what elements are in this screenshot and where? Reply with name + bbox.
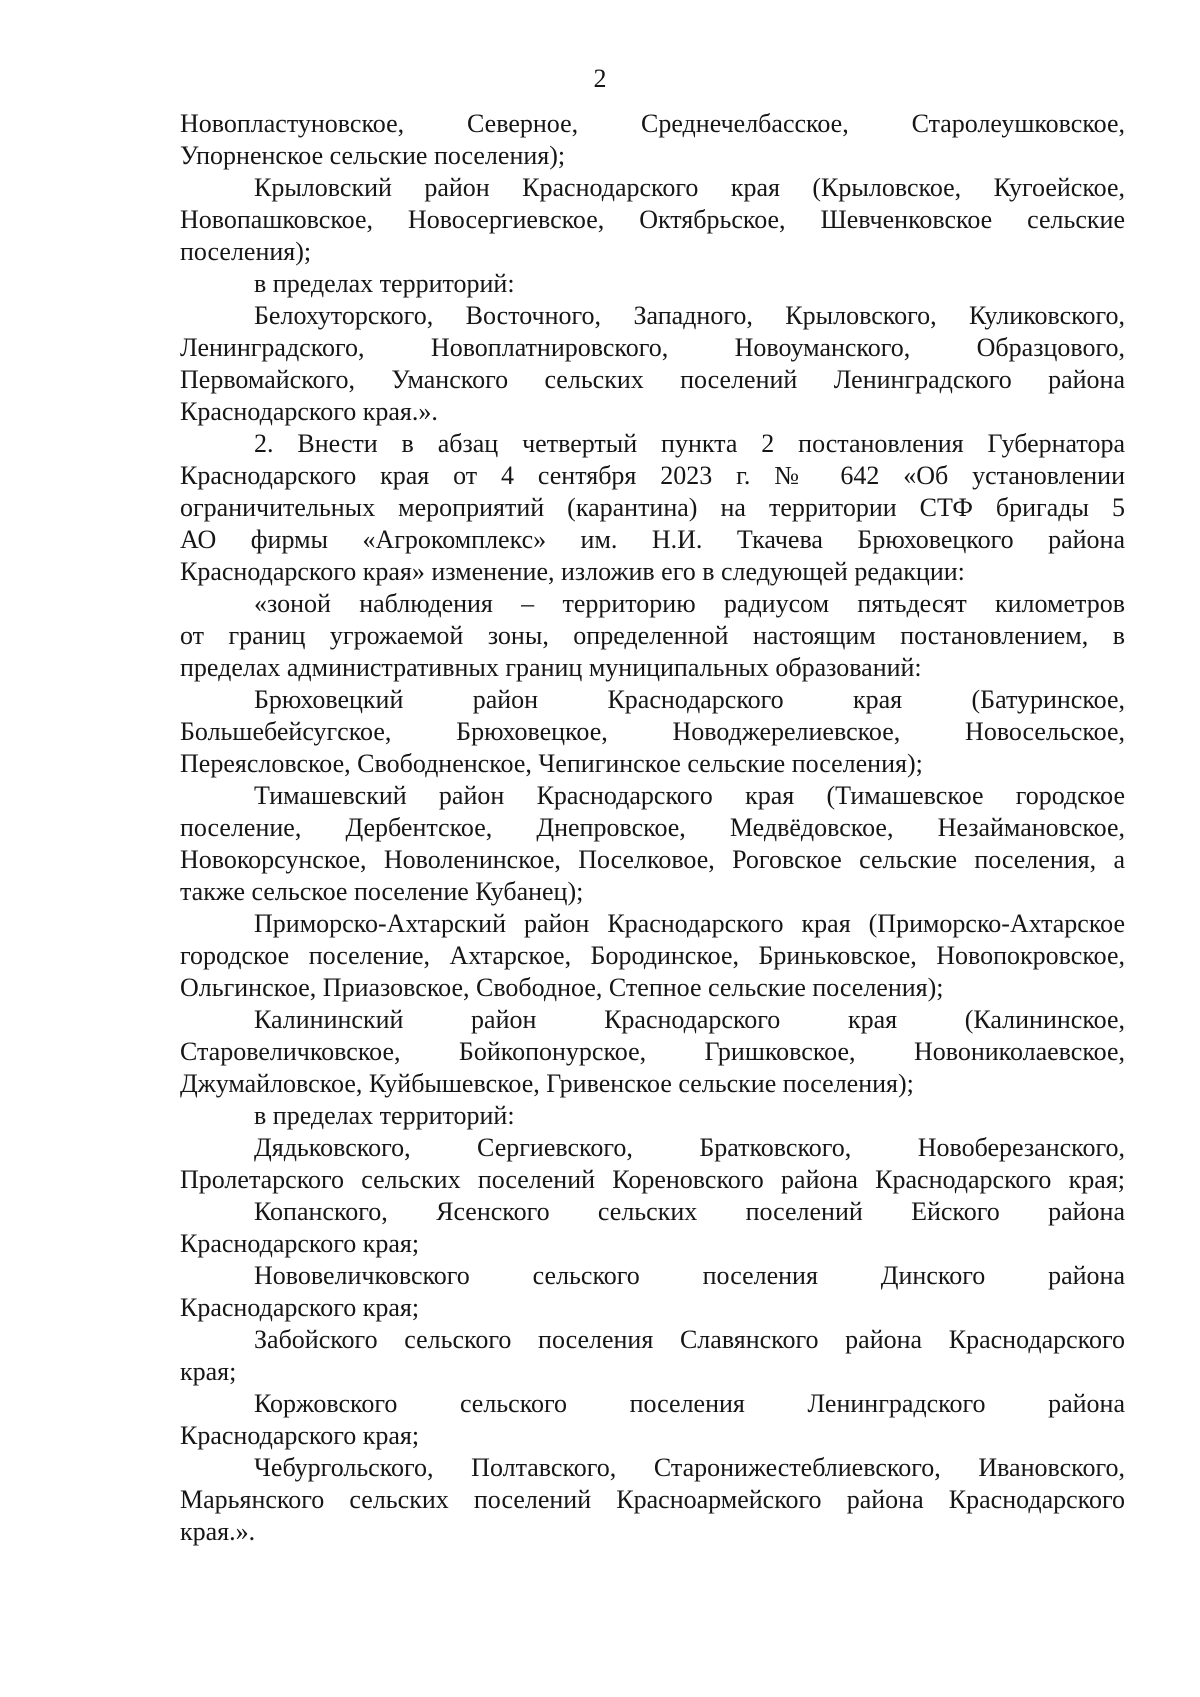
text-line: пределах административных границ муниципальных образований: [180, 653, 922, 682]
text-line: Краснодарского края; [180, 1421, 420, 1450]
text-line: Краснодарского края; [180, 1229, 420, 1258]
text-line: Калининский район Краснодарского края (Калининское, [254, 1005, 1125, 1034]
text-line: в пределах территорий: [254, 269, 515, 298]
text-line: поселения); [180, 237, 312, 266]
text-line: Забойского сельского поселения Славянского района Краснодарского [254, 1325, 1125, 1354]
text-line: от границ угрожаемой зоны, определенной настоящим постановлением, в [180, 621, 1125, 650]
text-line: Пролетарского сельских поселений Кореновского района Краснодарского края; [180, 1165, 1125, 1194]
text-line: Большебейсугское, Брюховецкое, Новоджерелиевское, Новосельское, [180, 717, 1125, 746]
text-line: Ленинградского, Новоплатнировского, Новоуманского, Образцового, [180, 333, 1125, 362]
text-line: Тимашевский район Краснодарского края (Тимашевское городское [254, 781, 1125, 810]
text-line: Краснодарского края.». [180, 397, 438, 426]
text-line: края.». [180, 1517, 256, 1546]
text-line: Краснодарского края; [180, 1293, 420, 1322]
text-line: Чебургольского, Полтавского, Старонижестеблиевского, Ивановского, [254, 1453, 1125, 1482]
text-line: Краснодарского края» изменение, изложив его в следующей редакции: [180, 557, 965, 586]
text-line: Упорненское сельские поселения); [180, 141, 566, 170]
text-line: также сельское поселение Кубанец); [180, 877, 584, 906]
text-line: Марьянского сельских поселений Красноармейского района Краснодарского [180, 1485, 1125, 1514]
text-line: в пределах территорий: [254, 1101, 515, 1130]
text-line: «зоной наблюдения – территорию радиусом пятьдесят километров [254, 589, 1125, 618]
text-line: Старовеличковское, Бойкопонурское, Гришковское, Новониколаевское, [180, 1037, 1125, 1066]
text-line: Белохуторского, Восточного, Западного, Крыловского, Куликовского, [254, 301, 1125, 330]
text-line: Новопластуновское, Северное, Среднечелбасское, Старолеушковское, [180, 109, 1125, 138]
text-line: Переясловское, Свободненское, Чепигинское сельские поселения); [180, 749, 923, 778]
text-line: Краснодарского края от 4 сентября 2023 г. № 642 «Об установлении [180, 461, 1125, 490]
text-line: Дядьковского, Сергиевского, Братковского, Новоберезанского, [254, 1133, 1125, 1162]
text-line: Первомайского, Уманского сельских поселений Ленинградского района [180, 365, 1125, 394]
text-line: Коржовского сельского поселения Ленинградского района [254, 1389, 1125, 1418]
text-line: 2. Внести в абзац четвертый пункта 2 постановления Губернатора [254, 429, 1125, 458]
page-number: 2 [593, 64, 607, 93]
document-body [180, 108, 1125, 1548]
text-line: Копанского, Ясенского сельских поселений Ейского района [254, 1197, 1125, 1226]
text-line: ограничительных мероприятий (карантина) на территории СТФ бригады 5 [180, 493, 1125, 522]
text-line: Приморско-Ахтарский район Краснодарского края (Приморско-Ахтарское [254, 909, 1125, 938]
text-line: Джумайловское, Куйбышевское, Гривенское сельские поселения); [180, 1069, 914, 1098]
text-line: Ольгинское, Приазовское, Свободное, Степное сельские поселения); [180, 973, 944, 1002]
text-line: Крыловский район Краснодарского края (Крыловское, Кугоейское, [254, 173, 1125, 202]
text-line: городское поселение, Ахтарское, Бородинское, Бриньковское, Новопокровское, [180, 941, 1125, 970]
text-line: поселение, Дербентское, Днепровское, Медвёдовское, Незаймановское, [180, 813, 1125, 842]
text-line: Новокорсунское, Новоленинское, Поселковое, Роговское сельские поселения, а [180, 845, 1125, 874]
text-line: АО фирмы «Агрокомплекс» им. Н.И. Ткачева Брюховецкого района [180, 525, 1125, 554]
text-line: края; [180, 1357, 237, 1386]
text-line: Брюховецкий район Краснодарского края (Батуринское, [254, 685, 1125, 714]
text-line: Новопашковское, Новосергиевское, Октябрьское, Шевченковское сельские [180, 205, 1125, 234]
text-line: Нововеличковского сельского поселения Динского района [254, 1261, 1125, 1290]
